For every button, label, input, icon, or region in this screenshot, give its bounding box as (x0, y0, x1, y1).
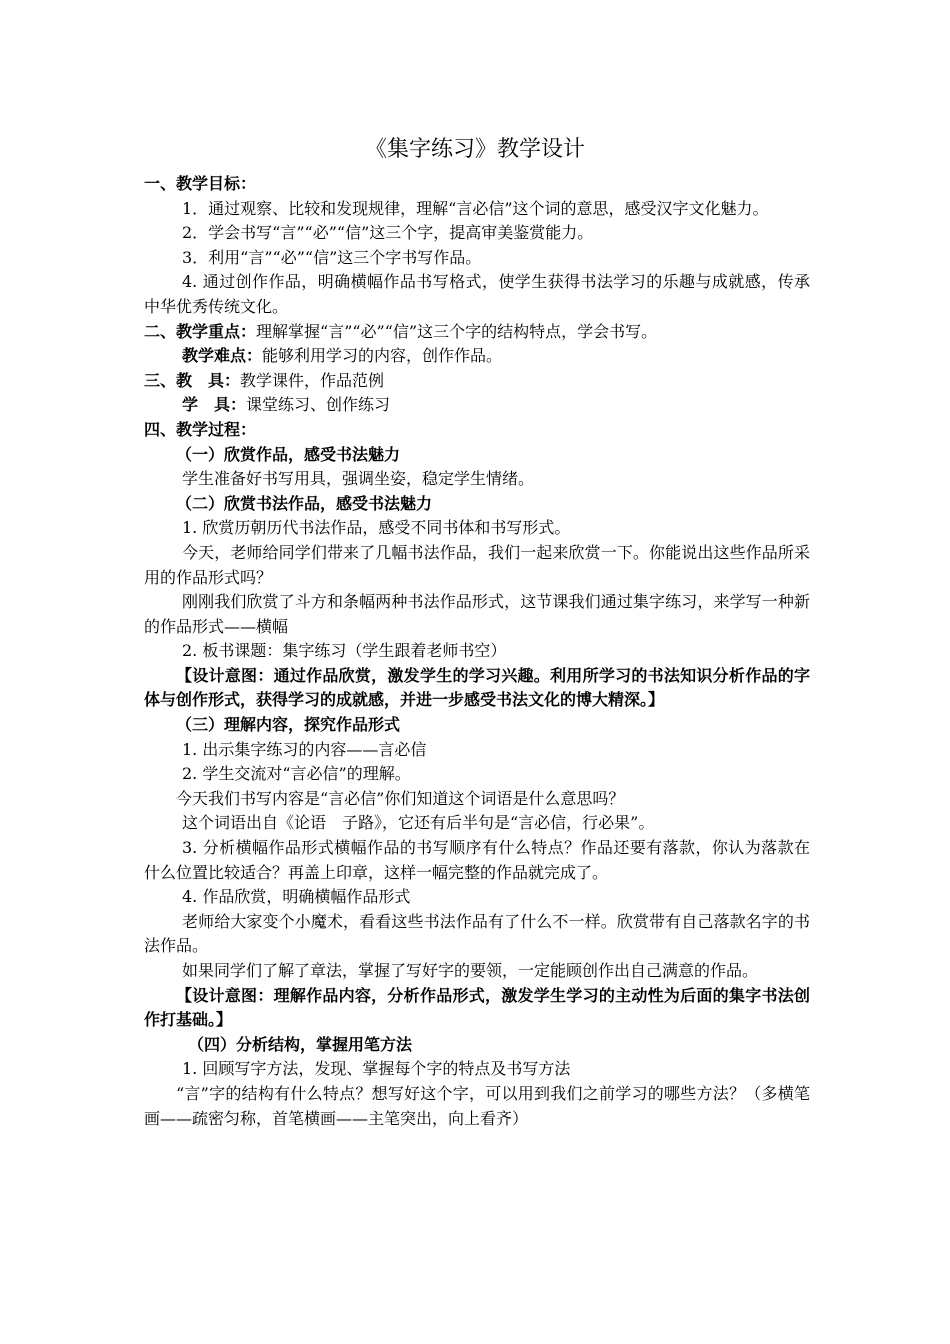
process-paragraph: 学生准备好书写用具，强调坐姿，稳定学生情绪。 (182, 469, 535, 489)
process-paragraph: 2. 板书课题：集字练习（学生跟着老师书空） (182, 641, 507, 661)
difficulty-text: 能够利用学习的内容，创作作品。 (262, 346, 503, 366)
document-body (144, 172, 810, 1131)
objective-item: 2．学会书写“言”“必”“信”这三个字，提高审美鉴赏能力。 (182, 223, 594, 243)
objective-item: 4. 通过创作作品，明确横幅作品书写格式，使学生获得书法学习的乐趣与成就感，传承中华优秀传统文化。 (144, 272, 810, 316)
process-paragraph: “言”字的结构有什么特点？想写好这个字，可以用到我们之前学习的哪些方法？（多横笔画——疏密匀称，首笔横画——主笔突出，向上看齐） (144, 1083, 810, 1128)
process-paragraph: 刚刚我们欣赏了斗方和条幅两种书法作品形式，这节课我们通过集字练习，来学写一种新的作品形式——横幅 (144, 592, 810, 636)
key-points-text: 理解掌握“言”“必”“信”这三个字的结构特点，学会书写。 (256, 321, 658, 341)
process-step-heading: （一）欣赏作品，感受书法魅力 (176, 444, 401, 464)
teaching-tools-text: 教学课件，作品范例 (240, 370, 385, 390)
process-paragraph: 1. 欣赏历朝历代书法作品，感受不同书体和书写形式。 (182, 518, 571, 538)
student-tools-label: 学 具： (182, 395, 247, 415)
student-tools-text: 课堂练习、创作练习 (246, 395, 391, 415)
document-title: 《集字练习》教学设计 (364, 137, 585, 162)
process-step-heading: （二）欣赏书法作品，感受书法魅力 (176, 493, 433, 513)
objective-item: 1．通过观察、比较和发现规律，理解“言必信”这个词的意思，感受汉字文化魅力。 (182, 198, 769, 218)
difficulty-line (144, 344, 810, 369)
process-step-heading: （四）分析结构，掌握用笔方法 (188, 1034, 413, 1054)
difficulty-label: 教学难点： (182, 346, 263, 366)
process-paragraph: 今天，老师给同学们带来了几幅书法作品，我们一起来欣赏一下。你能说出这些作品所采用的作品形式吗？ (144, 542, 810, 587)
process-paragraph: 1. 出示集字练习的内容——言必信 (182, 739, 427, 759)
process-step-heading: （三）理解内容，探究作品形式 (176, 715, 401, 735)
student-tools-line (144, 393, 810, 418)
section-teaching-tools (144, 369, 810, 394)
objective-item: 3．利用“言”“必”“信”这三个字书写作品。 (182, 247, 482, 267)
section-key-points (144, 320, 810, 345)
section-heading-objectives: 一、教学目标： (144, 174, 257, 193)
process-paragraph: 今天我们书写内容是“言必信”你们知道这个词语是什么意思吗？ (176, 788, 625, 808)
design-intent: 【设计意图：通过作品欣赏，激发学生的学习兴趣。利用所学习的书法知识分析作品的字体与创作形式，获得学习的成就感，并进一步感受书法文化的博大精深。】 (144, 665, 810, 710)
design-intent: 【设计意图：理解作品内容，分析作品形式，激发学生学习的主动性为后面的集字书法创作打基础。】 (144, 985, 810, 1030)
process-paragraph: 4. 作品欣赏，明确横幅作品形式 (182, 887, 411, 907)
process-paragraph: 1. 回顾写字方法，发现、掌握每个字的特点及书写方法 (182, 1059, 571, 1079)
process-paragraph: 3. 分析横幅作品形式横幅作品的书写顺序有什么特点？作品还要有落款，你认为落款在什么位置比较适合？再盖上印章，这样一幅完整的作品就完成了。 (144, 838, 810, 882)
process-paragraph: 2. 学生交流对“言必信”的理解。 (182, 764, 411, 784)
process-paragraph: 老师给大家变个小魔术，看看这些书法作品有了什么不一样。欣赏带有自己落款名字的书法作品。 (144, 911, 810, 956)
section-heading-process: 四、教学过程： (144, 419, 257, 439)
process-paragraph: 这个词语出自《论语 子路》，它还有后半句是“言必信，行必果”。 (182, 813, 655, 833)
teaching-tools-label: 三、教 具： (144, 370, 241, 390)
key-points-label: 二、教学重点： (144, 321, 257, 341)
process-paragraph: 如果同学们了解了章法，掌握了写好字的要领，一定能顾创作出自己满意的作品。 (182, 961, 759, 980)
